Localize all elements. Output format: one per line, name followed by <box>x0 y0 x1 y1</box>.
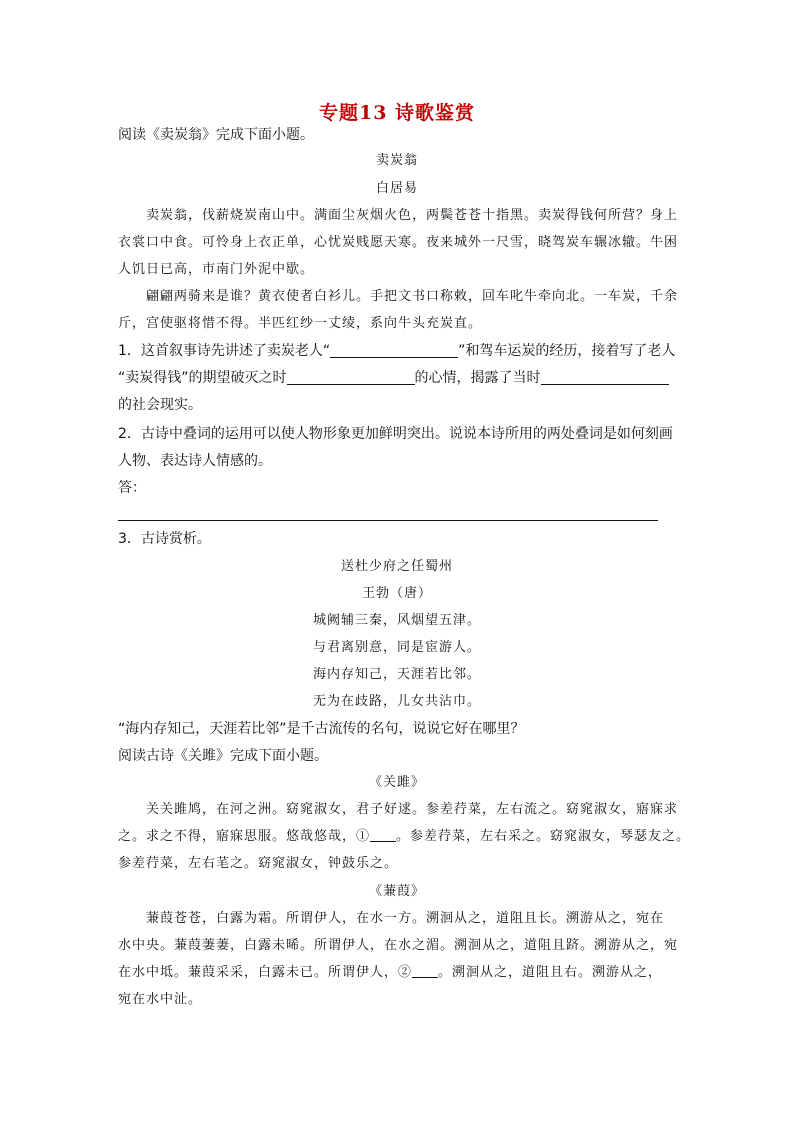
fill-blank[interactable] <box>412 965 438 978</box>
question-1 <box>118 342 678 360</box>
poem-line: 与君离别意，同是宦游人。 <box>312 640 481 655</box>
poem-text: 在水中坻。蒹葭采采，白露未已。所谓伊人， <box>118 965 399 980</box>
poem-paragraph-line: 斤，宫使驱将惜不得。半匹红纱一丈绫，系向牛头充炭直。 <box>118 316 483 331</box>
question-2: 2．古诗中叠词的运用可以使人物形象更加鲜明突出。说说本诗所用的两处叠词是如何刻画 <box>118 426 673 442</box>
poem-paragraph-line: 水中央。蒹葭萋萋，白露未晞。所谓伊人，在水之湄。溯洄从之，道阻且跻。溯游从之，宛 <box>118 938 679 953</box>
poem-paragraph-line: 衣裳口中食。可怜身上衣正单，心忧炭贱愿天寒。夜来城外一尺雪，晓驾炭车辗冰辙。牛困 <box>118 235 679 250</box>
page-title: 专题13 诗歌鉴赏 <box>318 102 476 124</box>
question-text: 的心情，揭露了当时 <box>414 370 541 386</box>
answer-blank[interactable] <box>287 370 415 385</box>
question-text: 1．这首叙事诗先讲述了卖炭老人“ <box>118 343 331 359</box>
poem-paragraph-line <box>118 828 691 846</box>
answer-blank[interactable] <box>541 370 669 385</box>
poem-paragraph-line: 卖炭翁，伐薪烧炭南山中。满面尘灰烟火色，两鬓苍苍十指黑。卖炭得钱何所营？身上 <box>146 208 679 223</box>
answer-blank[interactable] <box>330 343 458 358</box>
question-2-cont: 人物、表达诗人情感的。 <box>118 453 272 469</box>
poem-line: 无为在歧路，儿女共沾巾。 <box>312 694 481 709</box>
poem-paragraph-line: 关关雎鸠，在河之洲。窈窕淑女，君子好逑。参差荇菜，左右流之。窈窕淑女，寤寐求 <box>146 802 679 817</box>
answer-line[interactable] <box>118 520 658 521</box>
poem-paragraph-line <box>118 964 678 982</box>
answer-label: 答： <box>118 480 146 496</box>
poem-title: 送杜少府之任蜀州 <box>340 559 453 574</box>
poem-author: 白居易 <box>375 181 418 196</box>
blank-marker: ② <box>398 965 413 980</box>
poem-text: 之。求之不得，寤寐思服。悠哉悠哉， <box>118 829 357 844</box>
reading-instruction: 阅读古诗《关雎》完成下面小题。 <box>118 748 328 764</box>
poem-paragraph-line: 宛在水中沚。 <box>118 992 203 1007</box>
question-text: “海内存知己，天涯若比邻”是千古流传的名句，说说它好在哪里？ <box>118 721 525 737</box>
poem-paragraph-line: 人饥日已高，市南门外泥中歇。 <box>118 262 315 277</box>
poem-line: 海内存知己，天涯若比邻。 <box>312 667 481 682</box>
poem-author: 王勃（唐） <box>361 586 432 601</box>
poem-text: 。溯洄从之，道阻且右。溯游从之， <box>438 965 663 980</box>
question-1-end: 的社会现实。 <box>118 397 202 413</box>
poem-title: 《蒹葭》 <box>368 884 425 899</box>
reading-instruction: 阅读《卖炭翁》完成下面小题。 <box>118 127 314 143</box>
poem-text: 。参差荇菜，左右采之。窈窕淑女，琴瑟友之。 <box>396 829 691 844</box>
blank-marker: ① <box>356 829 371 844</box>
question-text: ”和驾车运炭的经历，接着写了老人 <box>458 343 676 359</box>
poem-line: 城阙辅三秦，风烟望五津。 <box>312 613 481 628</box>
poem-paragraph-line: 翩翩两骑来是谁？黄衣使者白衫儿。手把文书口称敕，回车叱牛牵向北。一车炭，千余 <box>146 289 679 304</box>
poem-title: 《关雎》 <box>368 775 425 790</box>
question-1-cont <box>118 369 678 387</box>
poem-paragraph-line: 参差荇菜，左右芼之。窈窕淑女，钟鼓乐之。 <box>118 856 399 871</box>
question-3: 3．古诗赏析。 <box>118 531 211 547</box>
poem-title: 卖炭翁 <box>375 153 418 168</box>
fill-blank[interactable] <box>370 829 396 842</box>
question-text: “卖炭得钱”的期望破灭之时 <box>118 370 287 386</box>
poem-paragraph-line: 蒹葭苍苍，白露为霜。所谓伊人，在水一方。溯洄从之，道阻且长。溯游从之，宛在 <box>146 911 665 926</box>
